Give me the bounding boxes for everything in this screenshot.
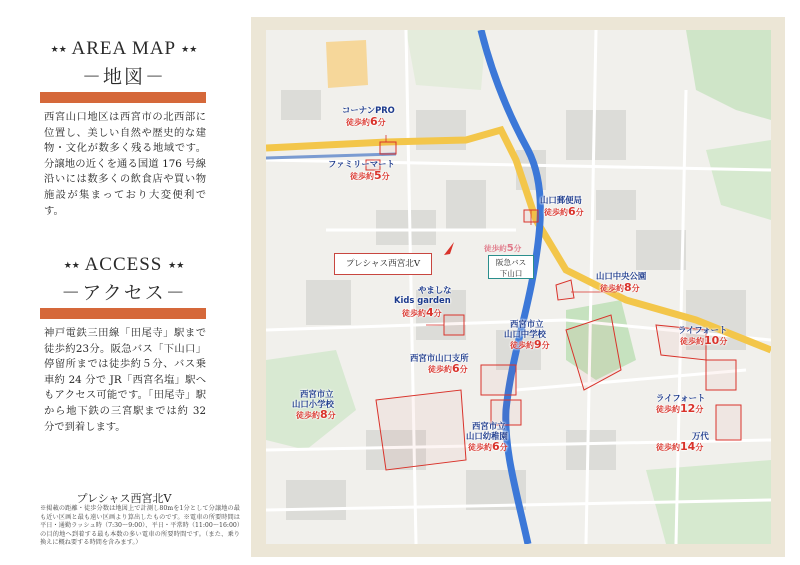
- place-branch-walk: 徒歩約6分: [428, 362, 468, 375]
- place-park-walk: 徒歩約8分: [600, 281, 640, 294]
- place-familymart-walk: 徒歩約5分: [350, 169, 390, 182]
- bus-stop-walk-time: 徒歩約5分: [484, 243, 522, 254]
- place-jhs-name-1: 西宮市立: [510, 319, 544, 329]
- park-area: [686, 30, 771, 120]
- place-park-name: 山口中央公園: [596, 271, 647, 281]
- place-familymart-name: ファミリーマート: [328, 159, 395, 169]
- place-lifefort2-walk: 徒歩約12分: [656, 402, 704, 415]
- place-jhs-name-2: 山口中学校: [504, 329, 546, 339]
- commercial-area: [326, 40, 368, 88]
- star-icon: ★★: [168, 260, 185, 271]
- left-column: [0, 0, 248, 565]
- place-kids-name-1: やましな: [418, 285, 452, 295]
- accent-bar: [40, 308, 206, 319]
- area-map-title-en: AREA MAP: [71, 38, 176, 59]
- place-es-name-2: 山口小学校: [292, 399, 334, 409]
- access-heading: [0, 254, 248, 276]
- place-lifefort2-name: ライフォート: [656, 393, 706, 403]
- place-lifefort1-walk: 徒歩約10分: [680, 334, 728, 347]
- place-post-walk: 徒歩約6分: [544, 205, 584, 218]
- area-map[interactable]: [266, 30, 771, 544]
- bus-stop-label: 阪急バス 下山口: [488, 255, 534, 279]
- place-kids-walk: 徒歩約4分: [402, 306, 442, 319]
- place-branch-name: 西宮市山口支所: [410, 353, 469, 363]
- place-post-name: 山口郵便局: [540, 195, 582, 205]
- accent-bar: [40, 92, 206, 103]
- area-description: 西宮山口地区は西宮市の北西部に位置し、美しい自然や歴史的な建物・文化が数多く残る地域です。分譲地の近くを通る国道 176 号線沿いには数多くの飲食店や買い物施設が集まっており大変便利です。: [44, 111, 206, 217]
- property-name: プレシャス西宮北Ⅴ: [76, 492, 172, 505]
- park-area: [706, 140, 771, 220]
- place-konan-name: コーナンPRO: [342, 105, 395, 115]
- place-mandai-walk: 徒歩約14分: [656, 440, 704, 453]
- place-kinder-name-2: 山口幼稚園: [466, 431, 508, 441]
- place-konan-walk: 徒歩約6分: [346, 115, 386, 128]
- place-es-name-1: 西宮市立: [300, 389, 334, 399]
- place-jhs-walk: 徒歩約9分: [510, 338, 550, 351]
- star-icon: ★★: [181, 44, 198, 55]
- area-map-heading: [0, 38, 248, 60]
- access-title-en: ACCESS: [84, 254, 163, 275]
- place-lifefort1-name: ライフォート: [678, 325, 728, 335]
- place-kinder-walk: 徒歩約6分: [468, 440, 508, 453]
- star-icon: ★★: [63, 260, 80, 271]
- access-title-jp: －アクセス－: [61, 282, 187, 304]
- river: [481, 30, 540, 544]
- star-icon: ★★: [50, 44, 67, 55]
- place-kinder-name-1: 西宮市立: [472, 421, 506, 431]
- area-map-title-jp: －地図－: [81, 66, 166, 88]
- footnote: ※掲載の距離・徒歩分数は地図上で計測し80mを1分として分譲地の最も近い区画と最も遠い区画より算出したものです。※電車の所要時間は平日・通勤ラッシュ時（7:30〜9:00）、平日・平常時（11:00〜16:00）の目的地へ到着する最も本数の多い電車の所要時間です。（また、乗り換えに概ね要する時間を含みます。）: [40, 505, 240, 547]
- access-description: 神戸電鉄三田線「田尾寺」駅まで徒歩約23分。阪急バス「下山口」停留所までは徒歩約５分、バス乗車約 24 分で JR「西宮名塩」駅へもアクセス可能です。「田尾寺」駅から地下鉄の三宮駅までは約 32 分で到着します。: [44, 327, 206, 433]
- place-es-walk: 徒歩約8分: [296, 408, 336, 421]
- place-kids-name-2: Kids garden: [394, 295, 451, 305]
- park-area: [406, 30, 486, 90]
- property-marker-icon: [444, 242, 454, 255]
- property-label: プレシャス西宮北Ⅴ: [334, 253, 432, 275]
- place-mandai-name: 万代: [692, 431, 709, 441]
